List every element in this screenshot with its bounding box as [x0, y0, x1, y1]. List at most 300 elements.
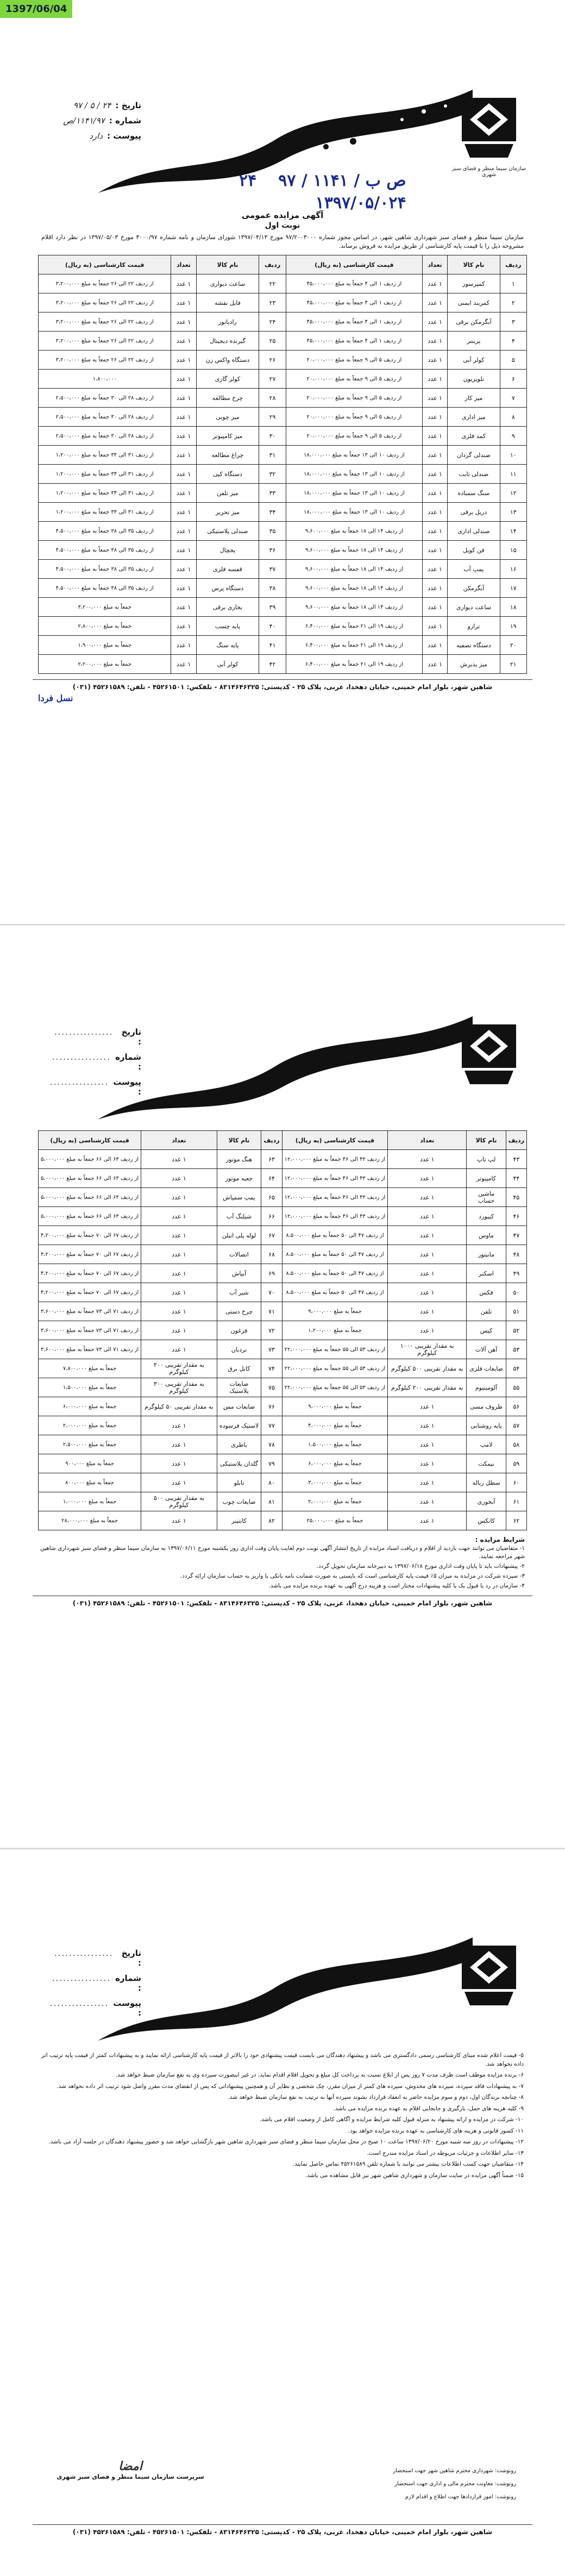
- table-cell: ۳۶: [259, 541, 286, 560]
- table-cell: به مقدار تقریبی ۵۰۰ کیلوگرم: [388, 1359, 467, 1378]
- table-cell: کامپیوتر: [467, 1169, 506, 1188]
- condition-item: ۳- سپرده شرکت در مزایده به میزان ۵٪ قیمت پایه کارشناسی است که بایستی به صورت ضمانت نامه بانکی یا واریز به حساب سازمان ارائه گردد.: [180, 1573, 525, 1579]
- table-cell: تابلو: [217, 1473, 261, 1492]
- table-cell: ۱ عدد: [388, 1454, 467, 1473]
- table-row: [39, 617, 527, 636]
- condition-item: ۱۳- سایر اطلاعات و جزئیات مربوطه در اسناد مزایده مندرج است.: [367, 2149, 524, 2156]
- table-cell: ۴۱: [259, 636, 286, 655]
- table-cell: از ردیف ۵۳ الی ۵۵ جمعاً به مبلغ ۲۲،۰۰۰،۰۰۰: [282, 1340, 388, 1359]
- table-cell: آلومینیوم: [467, 1378, 506, 1397]
- conditions-title: شرایط مزایده :: [475, 1536, 525, 1543]
- table-cell: ۱ عدد: [423, 522, 448, 541]
- table-cell: از ردیف ۱۰ الی ۱۳ جمعاً به مبلغ ۱۸،۰۰۰،۰۰۰: [286, 503, 422, 522]
- table-row: [39, 1245, 527, 1264]
- table-cell: ۶۳: [261, 1150, 282, 1169]
- table-row: [39, 408, 527, 427]
- table-cell: میز اداری: [448, 408, 500, 427]
- table-cell: جمعاً به مبلغ ۲،۲۰۰،۰۰۰: [39, 655, 171, 674]
- column-header: نام کالا: [467, 1131, 506, 1150]
- condition-item: ۵- قیمت اعلام شده مبنای کارشناسی رسمی دادگستری می باشد و پیشنهاد دهندگان می بایست قیمت پیشنهادی خود را بالاتر از قیمت پایه کارشناسی ارائه نمایند و به پیشنهادات کمتر از قیمت پایه ترتیب اثر داده نخواهد شد.: [41, 2052, 524, 2067]
- table-cell: ۵۵: [506, 1378, 526, 1397]
- table-cell: ۴۲: [259, 655, 286, 674]
- cc-line: رونوشت: امور قراردادها جهت اطلاع و اقدام لازم: [405, 2494, 516, 2500]
- table-cell: ۷۴: [261, 1359, 282, 1378]
- letter-meta: [54, 101, 141, 146]
- table-cell: ۷۰: [261, 1283, 282, 1302]
- table-cell: از ردیف ۲۲ الی ۲۶ جمعاً به مبلغ ۳،۲۰۰،۰۰۰: [39, 332, 171, 351]
- table-cell: ۱ عدد: [141, 1207, 217, 1226]
- conditions-continued: [41, 2052, 524, 2180]
- table-cell: به مقدار تقریبی ۱۰۰۰ کیلوگرم: [388, 1340, 467, 1359]
- table-cell: ۳۴: [259, 503, 286, 522]
- table-cell: جمعاً به مبلغ ۲،۸۰۰،۰۰۰: [39, 617, 171, 636]
- page-3: [33, 1932, 532, 2557]
- table-cell: ۱ عدد: [423, 636, 448, 655]
- emblem-logo: [456, 1019, 522, 1090]
- table-cell: از ردیف ۳۵ الی ۳۸ جمعاً به مبلغ ۴،۵۰۰،۰۰۰: [39, 560, 171, 579]
- table-cell: میز تلفن: [196, 484, 259, 503]
- table-cell: از ردیف ۵ الی ۹ جمعاً به مبلغ ۲۰،۰۰۰،۰۰۰: [286, 351, 422, 370]
- table-cell: ۱: [500, 274, 526, 293]
- stamp-date: ۱۳۹۷/۰۵/۰۲۴: [315, 193, 406, 212]
- table-cell: آبپاش: [217, 1264, 261, 1283]
- table-cell: ۲۸: [259, 389, 286, 408]
- table-cell: ۵۹: [506, 1454, 526, 1473]
- table-cell: صندلی پلاستیکی: [196, 522, 259, 541]
- table-cell: جمعاً به مبلغ ۳،۲۰۰،۰۰۰: [39, 598, 171, 617]
- table-cell: ۳۹: [259, 598, 286, 617]
- column-header: قیمت کارشناسی (به ریال): [286, 255, 422, 274]
- table-row: [39, 1492, 527, 1511]
- table-cell: لاستیک فرسوده: [217, 1416, 261, 1435]
- number-label: شماره :: [115, 1973, 141, 1993]
- table-cell: میز پذیرش: [448, 655, 500, 674]
- table-cell: ۱ عدد: [171, 522, 196, 541]
- table-cell: ۱۴: [500, 522, 526, 541]
- column-header: تعداد: [171, 255, 196, 274]
- table-cell: ۱ عدد: [171, 408, 196, 427]
- page-separator: [0, 1848, 565, 1849]
- condition-item: ۴- سازمان در رد یا قبول یک یا کلیه پیشنهادات مختار است و هزینه درج آگهی به عهده برنده مزایده می باشد.: [268, 1583, 525, 1589]
- table-cell: یخچال: [196, 541, 259, 560]
- condition-item: ۷- به پیشنهادات فاقد سپرده، سپرده های مخدوش، سپرده های کمتر از میزان مقرر، چک شخصی و نظایر آن و همچنین پیشنهاداتی که پس از انقضای مدت مقرر واصل شود ترتیب اثر داده نخواهد شد.: [56, 2083, 524, 2090]
- table-cell: ۱ عدد: [141, 1416, 217, 1435]
- table-cell: ۵۱: [506, 1302, 526, 1321]
- table-cell: مانیتور: [467, 1245, 506, 1264]
- page-separator: [0, 924, 565, 926]
- table-cell: ۱ عدد: [388, 1188, 467, 1207]
- letterhead: [33, 1932, 532, 2052]
- table-cell: از ردیف ۴۳ الی ۴۶ جمعاً به مبلغ ۱۲،۰۰۰،۰۰۰: [282, 1188, 388, 1207]
- table-cell: ۱۲: [500, 484, 526, 503]
- table-cell: ۶۶: [261, 1207, 282, 1226]
- table-cell: ۷۶: [261, 1397, 282, 1416]
- doc-subtitle: نوبت اول: [265, 221, 300, 230]
- table-cell: ۱۱: [500, 465, 526, 484]
- table-cell: ۱ عدد: [141, 1435, 217, 1454]
- letter-meta: تاریخ : ................ شماره : ................ پیوست : ................: [49, 1948, 141, 2018]
- column-header: نام کالا: [217, 1131, 261, 1150]
- table-cell: ۱ عدد: [141, 1473, 217, 1492]
- table-cell: ۱ عدد: [141, 1321, 217, 1340]
- table-cell: ۱ عدد: [171, 293, 196, 312]
- table-cell: از ردیف ۶۳ الی ۶۶ جمعاً به مبلغ ۵،۰۰۰،۰۰۰: [39, 1188, 141, 1207]
- table-cell: از ردیف ۱۴ الی ۱۸ جمعاً به مبلغ ۹،۶۰۰،۰۰۰: [286, 579, 422, 598]
- header-date: 1397/06/04: [0, 0, 72, 18]
- table-cell: ۱۸: [500, 598, 526, 617]
- table-cell: ۵۴: [506, 1359, 526, 1378]
- condition-item: ۱۵- ضمناً آگهی مزایده در سایت سازمان و شهرداری شاهین شهر نیز قابل مشاهده می باشد.: [305, 2172, 524, 2179]
- table-cell: ۲۴: [259, 312, 286, 332]
- table-cell: ۳۰: [259, 427, 286, 446]
- table-row: [39, 465, 527, 484]
- table-cell: جعبه موتور: [217, 1169, 261, 1188]
- table-cell: ۱ عدد: [171, 312, 196, 332]
- column-header: ردیف: [261, 1131, 282, 1150]
- table-cell: جمعاً به مبلغ ۹،۰۰۰،۰۰۰: [282, 1397, 388, 1416]
- table-row: [39, 370, 527, 389]
- table-cell: از ردیف ۶۷ الی ۷۰ جمعاً به مبلغ ۴،۲۰۰،۰۰۰: [39, 1245, 141, 1264]
- table-cell: از ردیف ۱ الی ۴ جمعاً به مبلغ ۴۵،۰۰۰،۰۰۰: [286, 293, 422, 312]
- table-cell: ۱ عدد: [388, 1150, 467, 1169]
- page-footer: شاهین شهر، بلوار امام خمینی، خیابان دهخدا، غربی، پلاک ۲۵ - کدپستی: ۸۳۱۴۶۴۶۳۲۵ - تلفکس: ۴۵۲۶۱۵۰۱ - تلفن: ۴۵۲۶۱۵۸۹ (۰۳۱): [33, 679, 532, 691]
- table-cell: ۵۲: [506, 1321, 526, 1340]
- table-row: [39, 332, 527, 351]
- table-cell: پایه روشنایی: [467, 1416, 506, 1435]
- table-row: [39, 1169, 527, 1188]
- table-cell: از ردیف ۶۷ الی ۷۰ جمعاً به مبلغ ۴،۲۰۰،۰۰۰: [39, 1226, 141, 1245]
- table-cell: از ردیف ۴۳ الی ۴۶ جمعاً به مبلغ ۱۲،۰۰۰،۰۰۰: [282, 1169, 388, 1188]
- condition-item: ۱۰- شرکت در مزایده و ارائه پیشنهاد به منزله قبول کلیه شرایط مزایده و آگاهی کامل از وضعیت اقلام می باشد.: [259, 2116, 524, 2123]
- table-cell: ۱ عدد: [423, 351, 448, 370]
- table-cell: از ردیف ۲۲ الی ۲۶ جمعاً به مبلغ ۳،۲۰۰،۰۰۰: [39, 274, 171, 293]
- table-cell: ۲۰: [500, 636, 526, 655]
- table-cell: آبگرمکن برقی: [448, 312, 500, 332]
- table-cell: ضایعات مس: [217, 1397, 261, 1416]
- table-cell: از ردیف ۱۴ الی ۱۸ جمعاً به مبلغ ۹،۶۰۰،۰۰۰: [286, 560, 422, 579]
- table-cell: ۱ عدد: [388, 1264, 467, 1283]
- table-cell: از ردیف ۳۱ الی ۳۴ جمعاً به مبلغ ۱،۲۰۰،۰۰۰: [39, 446, 171, 465]
- cc-line: رونوشت: شهرداری محترم شاهین شهر جهت استحضار: [393, 2468, 516, 2474]
- table-cell: چراغ مطالعه: [196, 446, 259, 465]
- table-cell: کمد فلزی: [448, 427, 500, 446]
- table-cell: ۱ عدد: [423, 332, 448, 351]
- table-cell: پرینتر: [448, 332, 500, 351]
- table-cell: ۱ عدد: [423, 579, 448, 598]
- table-cell: جمعاً به مبلغ ۲،۰۰۰،۰۰۰: [282, 1492, 388, 1511]
- date-label: تاریخ :: [115, 101, 141, 110]
- table-row: [39, 389, 527, 408]
- table-cell: میز کار: [448, 389, 500, 408]
- table-cell: به مقدار تقریبی ۳۰۰ کیلوگرم: [141, 1378, 217, 1397]
- table-cell: ۳۷: [259, 560, 286, 579]
- table-cell: ۱ عدد: [171, 655, 196, 674]
- table-cell: از ردیف ۱۹ الی ۲۱ جمعاً به مبلغ ۶،۴۰۰،۰۰۰: [286, 636, 422, 655]
- table-row: [39, 1321, 527, 1340]
- letterhead: [33, 84, 532, 212]
- table-cell: اسکنر: [467, 1264, 506, 1283]
- table-cell: ۶۰: [506, 1473, 526, 1492]
- condition-item: ۱۱- کسور قانونی و هزینه های کارشناسی به عهده برنده مزایده خواهد بود.: [348, 2127, 524, 2134]
- table-cell: ۸۰: [261, 1473, 282, 1492]
- date-label: تاریخ :: [121, 1948, 141, 1968]
- table-cell: ۱ عدد: [141, 1283, 217, 1302]
- table-cell: از ردیف ۱ الی ۴ جمعاً به مبلغ ۴۵،۰۰۰،۰۰۰: [286, 274, 422, 293]
- table-cell: ساعت دیواری: [196, 274, 259, 293]
- table-cell: ۷۵: [261, 1378, 282, 1397]
- table-row: [39, 1378, 527, 1397]
- table-cell: ۱ عدد: [141, 1169, 217, 1188]
- table-cell: آهن آلات: [467, 1340, 506, 1359]
- table-cell: کابل برق: [217, 1359, 261, 1378]
- table-cell: از ردیف ۱۴ الی ۱۸ جمعاً به مبلغ ۹،۶۰۰،۰۰۰: [286, 522, 422, 541]
- table-cell: اتصالات: [217, 1245, 261, 1264]
- emblem-logo: [456, 1940, 522, 2011]
- table-cell: ماشین حساب: [467, 1188, 506, 1207]
- table-cell: ۱ عدد: [141, 1188, 217, 1207]
- table-cell: از ردیف ۴۷ الی ۵۰ جمعاً به مبلغ ۸،۵۰۰،۰۰۰: [282, 1245, 388, 1264]
- attachment-label: پیوست :: [113, 1077, 141, 1097]
- table-cell: میز تحریر: [196, 503, 259, 522]
- table-cell: از ردیف ۲۸ الی ۳۰ جمعاً به مبلغ ۲،۵۰۰،۰۰۰: [39, 389, 171, 408]
- table-cell: از ردیف ۵ الی ۹ جمعاً به مبلغ ۲۰،۰۰۰،۰۰۰: [286, 408, 422, 427]
- table-cell: ۱ عدد: [388, 1416, 467, 1435]
- conditions-list: [40, 1545, 525, 1590]
- table-cell: قفسه فلزی: [196, 560, 259, 579]
- table-cell: ۱۶: [500, 560, 526, 579]
- table-row: [39, 655, 527, 674]
- table-cell: از ردیف ۱ الی ۴ جمعاً به مبلغ ۴۵،۰۰۰،۰۰۰: [286, 332, 422, 351]
- table-cell: ۱ عدد: [141, 1454, 217, 1473]
- table-cell: فکس: [467, 1283, 506, 1302]
- table-cell: ۱ عدد: [423, 370, 448, 389]
- table-cell: از ردیف ۶۳ الی ۶۶ جمعاً به مبلغ ۵،۰۰۰،۰۰۰: [39, 1169, 141, 1188]
- condition-item: ۶- برنده مزایده موظف است ظرف مدت ۷ روز پس از ابلاغ نسبت به پرداخت کل مبلغ و تحویل اقلام اقدام نماید، در غیر اینصورت سپرده وی به نفع سازمان ضبط خواهد شد.: [115, 2072, 524, 2078]
- table-cell: ۳۸: [259, 579, 286, 598]
- column-header: تعداد: [423, 255, 448, 274]
- table-cell: بخاری برقی: [196, 598, 259, 617]
- table-cell: جمعاً به مبلغ ۷،۸۰۰،۰۰۰: [39, 1359, 141, 1378]
- table-cell: کانکس: [467, 1511, 506, 1530]
- table-cell: ۱ عدد: [388, 1302, 467, 1321]
- table-row: [39, 1302, 527, 1321]
- table-cell: ۶۵: [261, 1188, 282, 1207]
- table-cell: ۱ عدد: [141, 1302, 217, 1321]
- table-row: [39, 274, 527, 293]
- page-footer: شاهین شهر، بلوار امام خمینی، خیابان دهخدا، غربی، پلاک ۲۵ - کدپستی: ۸۳۱۴۶۴۶۳۲۵ - تلفکس: ۴۵۲۶۱۵۰۱ - تلفن: ۴۵۲۶۱۵۸۹ (۰۳۱): [33, 1596, 532, 1607]
- hand-note: نسل فردا: [38, 693, 73, 703]
- stamp-day: ۲۴: [239, 171, 257, 190]
- table-row: [39, 1283, 527, 1302]
- table-cell: ۴۹: [506, 1264, 526, 1283]
- cc-line: رونوشت: معاونت محترم مالی و اداری جهت استحضار: [394, 2481, 516, 2487]
- table-cell: جمعاً به مبلغ ۴،۰۰۰،۰۰۰: [282, 1416, 388, 1435]
- table-cell: ۹: [500, 427, 526, 446]
- table-cell: ترازو: [448, 617, 500, 636]
- table-cell: پایه سنگ: [196, 636, 259, 655]
- table-cell: ۶: [500, 370, 526, 389]
- table-cell: ۱ عدد: [423, 503, 448, 522]
- table-cell: جمعاً به مبلغ ۶،۰۰۰،۰۰۰: [39, 1397, 141, 1416]
- date-value: ۲۴ / ۵ / ۹۷: [73, 101, 111, 110]
- condition-item: ۸- چنانچه برندگان اول، دوم و سوم مزایده حاضر به انعقاد قرارداد نشوند سپرده آنها به ترتیب به نفع سازمان ضبط خواهد شد.: [228, 2094, 524, 2100]
- carbon-copy-list: [321, 2462, 516, 2506]
- table-cell: به مقدار تقریبی ۵۰ کیلوگرم: [141, 1397, 217, 1416]
- table-cell: کولر آبی: [196, 655, 259, 674]
- table-cell: گلدان پلاستیکی: [217, 1454, 261, 1473]
- table-cell: پایه چسب: [196, 617, 259, 636]
- page-1: [33, 84, 532, 715]
- table-cell: از ردیف ۴۷ الی ۵۰ جمعاً به مبلغ ۸،۵۰۰،۰۰۰: [282, 1264, 388, 1283]
- table-cell: از ردیف ۴۳ الی ۴۶ جمعاً به مبلغ ۱۲،۰۰۰،۰۰۰: [282, 1150, 388, 1169]
- table-cell: ۸۲: [261, 1511, 282, 1530]
- table-cell: ۴۴: [506, 1169, 526, 1188]
- table-row: [39, 1340, 527, 1359]
- table-cell: ۴۰: [259, 617, 286, 636]
- table-cell: ۱ عدد: [171, 484, 196, 503]
- number-label: شماره :: [109, 116, 141, 126]
- table-cell: ۵۶: [506, 1397, 526, 1416]
- table-cell: دریل برقی: [448, 503, 500, 522]
- table-cell: سطل زباله: [467, 1473, 506, 1492]
- column-header: قیمت کارشناسی (به ریال): [282, 1131, 388, 1150]
- table-cell: از ردیف ۳۵ الی ۳۸ جمعاً به مبلغ ۴،۵۰۰،۰۰۰: [39, 522, 171, 541]
- table-cell: ۱ عدد: [141, 1226, 217, 1245]
- signature-name: سرپرست سازمان سیما منظر و فضای سبز شهری: [56, 2473, 204, 2480]
- table-cell: ۱ عدد: [171, 370, 196, 389]
- table-cell: از ردیف ۶۳ الی ۶۶ جمعاً به مبلغ ۵،۰۰۰،۰۰۰: [39, 1207, 141, 1226]
- table-cell: ۱ عدد: [423, 465, 448, 484]
- table-cell: از ردیف ۶۷ الی ۷۰ جمعاً به مبلغ ۴،۲۰۰،۰۰۰: [39, 1283, 141, 1302]
- table-cell: ۱۰: [500, 446, 526, 465]
- table-row: [39, 579, 527, 598]
- condition-item: ۱۲- پیشنهادات در روز سه شنبه مورخ ۱۳۹۷/۰۶/۲۰ ساعت ۱۰ صبح در محل سازمان سیما منظر و فضای سبز شهرداری شاهین شهر بازگشایی خواهد شد و حضور پیشنهاد دهندگان در جلسه آزاد می باشد.: [48, 2139, 524, 2145]
- table-cell: تلویزیون: [448, 370, 500, 389]
- table-cell: فن کویل: [448, 541, 500, 560]
- column-header: ردیف: [506, 1131, 526, 1150]
- table-cell: ۱ عدد: [423, 541, 448, 560]
- table-row: [39, 541, 527, 560]
- table-cell: ۱ عدد: [171, 351, 196, 370]
- letter-meta: تاریخ : ................ شماره : ................ پیوست : ................: [49, 1027, 141, 1097]
- column-header: ردیف: [500, 255, 526, 274]
- table-cell: ۱۵: [500, 541, 526, 560]
- table-cell: از ردیف ۷۱ الی ۷۳ جمعاً به مبلغ ۳،۶۰۰،۰۰۰: [39, 1340, 141, 1359]
- table-cell: ۱ عدد: [171, 446, 196, 465]
- table-cell: از ردیف ۱۹ الی ۲۱ جمعاً به مبلغ ۶،۴۰۰،۰۰۰: [286, 655, 422, 674]
- table-cell: ۱ عدد: [171, 560, 196, 579]
- table-cell: از ردیف ۱۰ الی ۱۳ جمعاً به مبلغ ۱۸،۰۰۰،۰۰۰: [286, 446, 422, 465]
- table-cell: ۶۹: [261, 1264, 282, 1283]
- table-cell: کانتینر: [217, 1511, 261, 1530]
- letterhead: [33, 1011, 532, 1130]
- table-row: [39, 503, 527, 522]
- table-cell: جمعاً به مبلغ ۶،۰۰۰،۰۰۰: [282, 1454, 388, 1473]
- table-cell: ۱۳: [500, 503, 526, 522]
- table-row: [39, 351, 527, 370]
- table-cell: پمپ سمپاش: [217, 1188, 261, 1207]
- table-cell: ۱ عدد: [423, 598, 448, 617]
- table-cell: دستگاه تصفیه: [448, 636, 500, 655]
- table-cell: هنگ موتور: [217, 1150, 261, 1169]
- table-cell: ۴۷: [506, 1226, 526, 1245]
- table-cell: جمعاً به مبلغ ۱،۲۰۰،۰۰۰: [282, 1321, 388, 1340]
- table-cell: چرخ مطالعه: [196, 389, 259, 408]
- table-cell: صندلی گردان: [448, 446, 500, 465]
- table-cell: تلفن: [467, 1302, 506, 1321]
- table-cell: کولر آبی: [448, 351, 500, 370]
- date-label: تاریخ :: [121, 1027, 141, 1047]
- table-cell: جمعاً به مبلغ ۲،۰۰۰،۰۰۰: [39, 1416, 141, 1435]
- table-cell: از ردیف ۱۰ الی ۱۳ جمعاً به مبلغ ۱۸،۰۰۰،۰۰۰: [286, 465, 422, 484]
- table-cell: ۱ عدد: [141, 1511, 217, 1530]
- table-cell: ۱ عدد: [171, 503, 196, 522]
- table-cell: جمعاً به مبلغ ۱،۵۰۰،۰۰۰: [39, 1378, 141, 1397]
- table-cell: از ردیف ۷۱ الی ۷۳ جمعاً به مبلغ ۳،۶۰۰،۰۰۰: [39, 1321, 141, 1340]
- table-cell: چرخ دستی: [217, 1302, 261, 1321]
- table-cell: لپ تاپ: [467, 1150, 506, 1169]
- table-row: [39, 1454, 527, 1473]
- table-cell: ضایعات پلاستیک: [217, 1378, 261, 1397]
- table-cell: از ردیف ۲۲ الی ۲۶ جمعاً به مبلغ ۳،۲۰۰،۰۰۰: [39, 312, 171, 332]
- table-cell: ۱ عدد: [423, 389, 448, 408]
- table-cell: ۴۸: [506, 1245, 526, 1264]
- table-cell: ۱ عدد: [423, 655, 448, 674]
- table-cell: ۱ عدد: [388, 1397, 467, 1416]
- table-cell: ۲۷: [259, 370, 286, 389]
- table-row: [39, 427, 527, 446]
- table-cell: فایل نقشه: [196, 293, 259, 312]
- table-cell: دستگاه پرس: [196, 579, 259, 598]
- table-cell: ۱ عدد: [423, 293, 448, 312]
- table-cell: ۷۹: [261, 1454, 282, 1473]
- table-cell: کولر گازی: [196, 370, 259, 389]
- table-row: [39, 1397, 527, 1416]
- table-cell: ۵۳: [506, 1340, 526, 1359]
- table-cell: ۴۶: [506, 1207, 526, 1226]
- table-cell: ۲۹: [259, 408, 286, 427]
- condition-item: ۱- متقاضیان می توانند جهت بازدید از اقلام و دریافت اسناد مزایده از تاریخ انتشار آگهی نوبت دوم لغایت پایان وقت اداری روز یکشنبه مورخ ۱۳۹۷/۰۶/۱۱ به سازمان سیما منظر و فضای سبز شهرداری شاهین شهر مراجعه نمایند.: [40, 1545, 525, 1560]
- table-cell: گیرنده دیجیتال: [196, 332, 259, 351]
- table-cell: کیبورد: [467, 1207, 506, 1226]
- table-row: [39, 1207, 527, 1226]
- table-cell: ۱ عدد: [171, 332, 196, 351]
- table-cell: دستگاه واکس زن: [196, 351, 259, 370]
- table-cell: ۶۸: [261, 1245, 282, 1264]
- table-cell: ۵۰: [506, 1283, 526, 1302]
- table-cell: ۶۲: [506, 1511, 526, 1530]
- table-cell: ۱ عدد: [171, 465, 196, 484]
- table-cell: ۸: [500, 408, 526, 427]
- table-cell: ضایعات چوب: [217, 1492, 261, 1511]
- table-cell: ۱ عدد: [423, 617, 448, 636]
- table-cell: لامپ: [467, 1435, 506, 1454]
- table-row: [39, 1188, 527, 1207]
- table-cell: از ردیف ۱۴ الی ۱۸ جمعاً به مبلغ ۹،۶۰۰،۰۰۰: [286, 598, 422, 617]
- table-cell: ۴۵: [506, 1188, 526, 1207]
- table-cell: ۱ عدد: [171, 274, 196, 293]
- table-cell: ۱ عدد: [388, 1473, 467, 1492]
- table-cell: ۱ عدد: [388, 1511, 467, 1530]
- table-row: [39, 1150, 527, 1169]
- table-cell: باطری: [217, 1435, 261, 1454]
- table-cell: ۷: [500, 389, 526, 408]
- table-row: [39, 560, 527, 579]
- table-cell: از ردیف ۳۱ الی ۳۴ جمعاً به مبلغ ۱،۲۰۰،۰۰۰: [39, 484, 171, 503]
- table-cell: از ردیف ۳۱ الی ۳۴ جمعاً به مبلغ ۱،۲۰۰،۰۰۰: [39, 465, 171, 484]
- number-label: شماره :: [115, 1052, 141, 1072]
- stamp-code: ص ب / ۱۱۴۱ / ۹۷: [278, 171, 406, 190]
